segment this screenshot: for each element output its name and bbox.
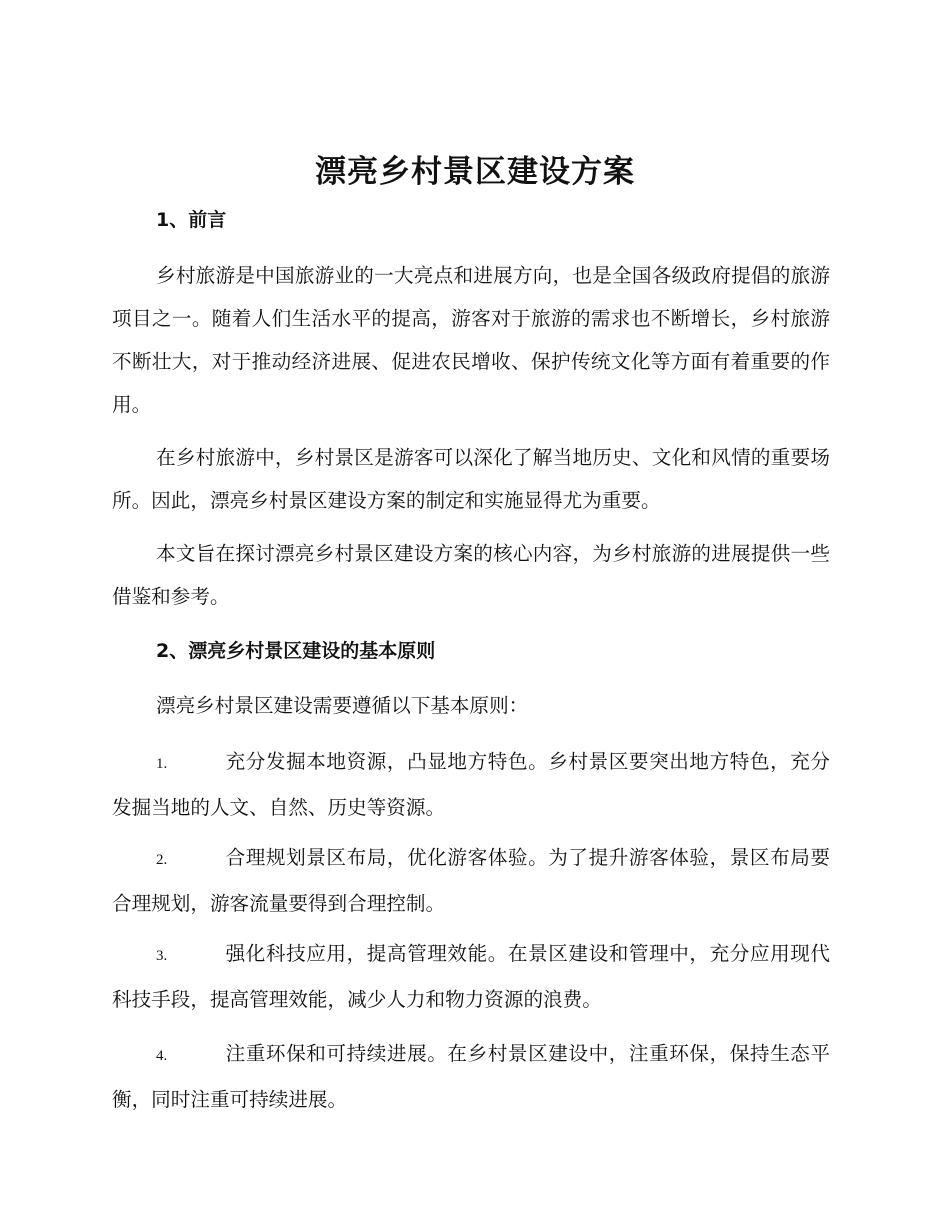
list-number: 2. — [156, 852, 168, 868]
document-title: 漂亮乡村景区建设方案 — [315, 154, 635, 190]
list-item-text: 合理规划景区布局，优化游客体验。为了提升游客体验，景区布局要合理规划，游客流量要得到合理控制。 — [112, 846, 830, 915]
list-number: 4. — [156, 1048, 168, 1064]
section-heading-preface: 1、前言 — [156, 209, 227, 231]
section-heading-principles: 2、漂亮乡村景区建设的基本原则 — [156, 640, 436, 662]
list-item — [112, 1032, 830, 1121]
list-item-text: 强化科技应用，提高管理效能。在景区建设和管理中，充分应用现代科技手段，提高管理效能，减少人力和物力资源的浪费。 — [112, 942, 830, 1011]
list-item — [112, 932, 830, 1021]
list-number: 1. — [156, 756, 168, 772]
paragraph: 在乡村旅游中，乡村景区是游客可以深化了解当地历史、文化和风情的重要场所。因此，漂亮乡村景区建设方案的制定和实施显得尤为重要。 — [112, 446, 830, 512]
paragraph: 本文旨在探讨漂亮乡村景区建设方案的核心内容，为乡村旅游的进展提供一些借鉴和参考。 — [112, 542, 830, 608]
list-item-text: 注重环保和可持续进展。在乡村景区建设中，注重环保，保持生态平衡，同时注重可持续进展。 — [112, 1042, 830, 1111]
paragraph: 漂亮乡村景区建设需要遵循以下基本原则： — [156, 694, 529, 717]
list-item — [112, 836, 830, 925]
list-item-text: 充分发掘本地资源，凸显地方特色。乡村景区要突出地方特色，充分发掘当地的人文、自然、历史等资源。 — [112, 750, 830, 819]
paragraph: 乡村旅游是中国旅游业的一大亮点和进展方向，也是全国各级政府提倡的旅游项目之一。随着人们生活水平的提高，游客对于旅游的需求也不断增长，乡村旅游不断壮大，对于推动经济进展、促进农民增收、保护传统文化等方面有着重要的作用。 — [112, 264, 830, 416]
list-item — [112, 740, 830, 829]
list-number: 3. — [156, 948, 168, 964]
